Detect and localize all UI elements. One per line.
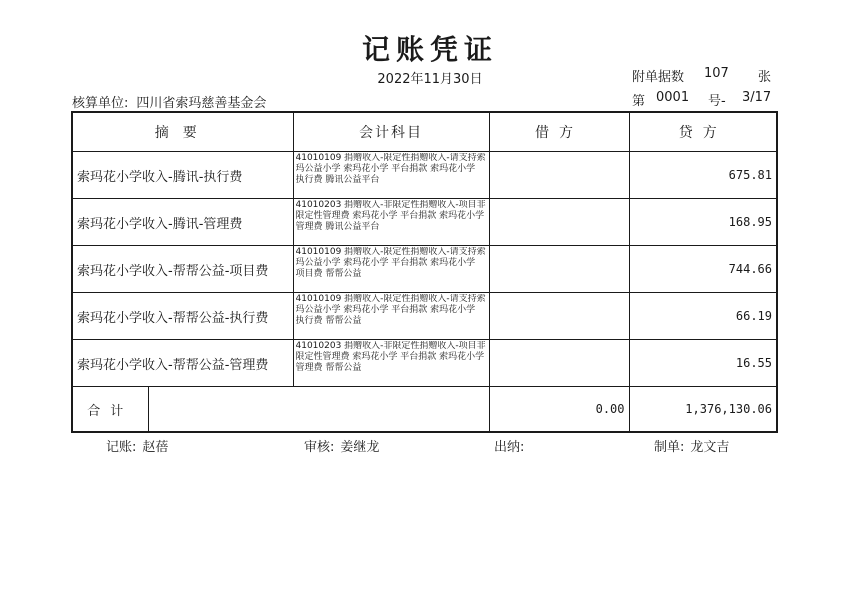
row-account-text: 41010109 捐赠收入-限定性捐赠收入-请支持索玛公益小学 索玛花小学 平台捐款 索玛花小学 项目费 帮帮公益	[295, 247, 486, 279]
row-summary: 索玛花小学收入-腾讯-执行费	[72, 152, 293, 199]
reviewer-sign	[304, 436, 379, 455]
row-account-text: 41010109 捐赠收入-限定性捐赠收入-请支持索玛公益小学 索玛花小学 平台捐款 索玛花小学 执行费 帮帮公益	[295, 294, 486, 326]
table-row	[72, 199, 777, 246]
table-row	[72, 152, 777, 199]
table-row	[72, 293, 777, 340]
total-row	[72, 387, 777, 433]
reviewer-label: 审核:	[304, 440, 335, 455]
cashier-label: 出纳:	[494, 440, 525, 455]
reviewer-name: 姜继龙	[340, 440, 380, 455]
total-blank	[148, 387, 489, 433]
attachments-count: 107	[704, 66, 729, 81]
voucher-page: 3/17	[742, 90, 772, 105]
total-debit: 0.00	[489, 387, 629, 433]
row-account-text: 41010203 捐赠收入-非限定性捐赠收入-项目非限定性管理费 索玛花小学 平台捐款 索玛花小学 管理费 腾讯公益平台	[295, 200, 486, 232]
row-credit: 675.81	[629, 152, 777, 199]
voucher-no: 0001	[656, 90, 690, 105]
accounting-unit	[72, 92, 266, 111]
row-account-text: 41010109 捐赠收入-限定性捐赠收入-请支持索玛公益小学 索玛花小学 平台捐款 索玛花小学 执行费 腾讯公益平台	[295, 153, 486, 185]
row-account	[293, 246, 489, 293]
row-summary: 索玛花小学收入-腾讯-管理费	[72, 199, 293, 246]
cashier-sign	[494, 436, 530, 455]
table-row	[72, 246, 777, 293]
row-account	[293, 152, 489, 199]
row-account	[293, 199, 489, 246]
row-credit: 16.55	[629, 340, 777, 387]
row-account	[293, 293, 489, 340]
header-account: 会计科目	[293, 112, 489, 152]
voucher-table	[71, 111, 778, 433]
table-row	[72, 340, 777, 387]
row-account-text: 41010203 捐赠收入-非限定性捐赠收入-项目非限定性管理费 索玛花小学 平台捐款 索玛花小学 管理费 帮帮公益	[295, 341, 486, 373]
header-debit: 借方	[489, 112, 629, 152]
attachments-label: 附单据数	[632, 70, 685, 85]
org-name: 四川省索玛慈善基金会	[136, 96, 267, 111]
row-debit	[489, 246, 629, 293]
voucher-title: 记账凭证	[361, 33, 498, 66]
voucher-suffix: 号-	[708, 94, 726, 109]
row-summary: 索玛花小学收入-帮帮公益-执行费	[72, 293, 293, 340]
bookkeeper-label: 记账:	[106, 440, 137, 455]
preparer-sign	[654, 436, 729, 455]
preparer-label: 制单:	[654, 440, 685, 455]
row-credit: 744.66	[629, 246, 777, 293]
total-credit: 1,376,130.06	[629, 387, 777, 433]
attachments-info	[632, 66, 772, 85]
voucher-prefix: 第	[632, 94, 646, 109]
table-header-row	[72, 112, 777, 152]
row-debit	[489, 152, 629, 199]
bookkeeper-name: 赵蓓	[142, 440, 169, 455]
bookkeeper-sign	[106, 436, 168, 455]
total-label: 合计	[72, 387, 148, 433]
attachments-unit: 张	[758, 70, 772, 85]
header-summary: 摘要	[72, 112, 293, 152]
org-label: 核算单位:	[72, 96, 129, 111]
row-summary: 索玛花小学收入-帮帮公益-管理费	[72, 340, 293, 387]
row-debit	[489, 199, 629, 246]
preparer-name: 龙文吉	[690, 440, 730, 455]
row-account	[293, 340, 489, 387]
voucher-date: 2022年11月30日	[377, 72, 483, 87]
row-credit: 66.19	[629, 293, 777, 340]
row-credit: 168.95	[629, 199, 777, 246]
row-summary: 索玛花小学收入-帮帮公益-项目费	[72, 246, 293, 293]
row-debit	[489, 293, 629, 340]
header-credit: 贷方	[629, 112, 777, 152]
row-debit	[489, 340, 629, 387]
